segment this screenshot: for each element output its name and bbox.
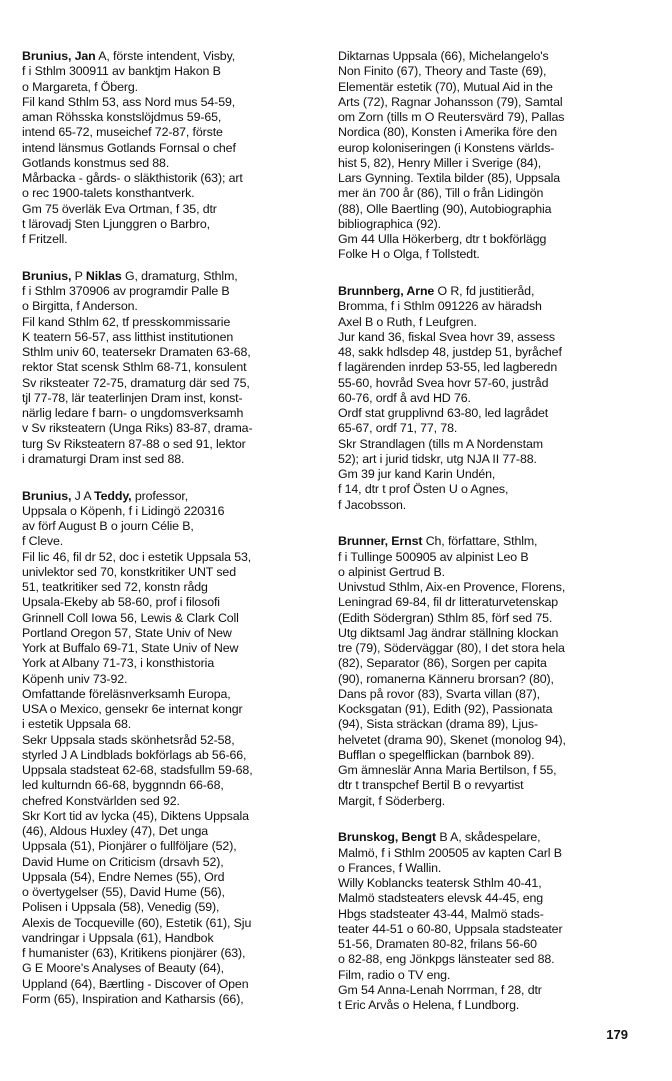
entry-line: styrled J A Lindblads bokförlags ab 56-66,	[22, 747, 247, 762]
entry-text: Diktarnas Uppsala (66), Michelangelo's	[338, 49, 549, 63]
page-number: 179	[606, 1027, 628, 1042]
entry-first-line	[338, 284, 630, 299]
entry-line: f Cleve.	[22, 534, 64, 549]
entry-line: led kulturndn 66-68, byggnndn 66-68,	[22, 778, 224, 793]
entry-line: helvetet (drama 90), Skenet (monolog 94),	[338, 732, 566, 747]
entry-line: York at Albany 71-73, i konsthistoria	[22, 656, 215, 671]
entry-line: G E Moore's Analyses of Beauty (64),	[22, 961, 224, 976]
entry-line: f humanister (63), Kritikens pionjärer (63),	[22, 946, 246, 960]
entry-line: chefred Konstvärlden sed 92.	[22, 793, 180, 808]
entry-line: USA o Mexico, gensekr 6e internat kongr	[22, 702, 243, 716]
entry-line: Univstud Sthlm, Aix-en Provence, Florens,	[338, 580, 566, 594]
entry-first-line	[22, 49, 314, 64]
entry-line: Non Finito (67), Theory and Taste (69),	[338, 64, 547, 79]
entry-line: o alpinist Gertrud B.	[338, 564, 445, 579]
entry-first-line	[338, 49, 630, 64]
entry-line: Upsala-Ekeby ab 58-60, prof i filosofi	[22, 595, 220, 610]
entry-line: o Birgitta, f Anderson.	[22, 299, 138, 314]
entry-text: O R, fd justitieråd,	[434, 284, 535, 298]
entry-line: (90), romanerna Känneru brorsan? (80),	[338, 671, 554, 686]
entry-line: Form (65), Inspiration and Katharsis (66),	[22, 991, 244, 1006]
left-column	[22, 49, 314, 1029]
entry-line: tjl 77-78, lär teaterlinjen Dram inst, konst-	[22, 390, 243, 405]
entry-name: Brunius,	[22, 488, 72, 503]
entry-line: Kocksgatan (91), Edith (92), Passionata	[338, 702, 553, 716]
entry-line: f i Sthlm 370906 av programdir Palle B	[22, 284, 230, 298]
entry-line: Arts (72), Ragnar Johansson (79), Samtal	[338, 94, 563, 109]
entry-line: Utg diktsaml Jag ändrar ställning klockan	[338, 625, 559, 640]
entry-line: Mårbacka - gårds- o släkthistorik (63); art	[22, 171, 243, 185]
entry-line: t lärovadj Sten Ljunggren o Barbro,	[22, 216, 210, 231]
entry-line: Gm 54 Anna-Lenah Norrman, f 28, dtr	[338, 982, 542, 997]
entry-name: Brunskog, Bengt	[338, 830, 437, 845]
entry-first-line	[22, 489, 314, 504]
entry-line: Bromma, f i Sthlm 091226 av häradsh	[338, 299, 542, 314]
entry-line: Malmö, f i Sthlm 200505 av kapten Carl B	[338, 845, 562, 860]
entry-line: o rec 1900-talets konsthantverk.	[22, 186, 195, 201]
entry-line: 65-67, ordf 71, 77, 78.	[338, 421, 458, 436]
entry-line: Uppsala (51), Pionjärer o fullföljare (52),	[22, 839, 237, 854]
biography-entry	[338, 830, 630, 1013]
entry-line: hist 5, 82), Henry Miller i Sverige (84),	[338, 155, 542, 170]
entry-line: (94), Sista sträckan (drama 89), Ljus-	[338, 717, 538, 732]
entry-line: (Edith Södergran) Sthlm 85, förf sed 75.	[338, 610, 553, 625]
entry-name: Brunius,	[22, 268, 72, 283]
entry-line: Fil kand Sthlm 62, tf presskommissarie	[22, 314, 231, 329]
entry-line: Grinnell Coll Iowa 56, Lewis & Clark Coll	[22, 610, 239, 625]
entry-first-line	[22, 269, 314, 284]
entry-line: intend länsmus Gotlands Fornsal o chef	[22, 140, 236, 155]
entry-line: av förf August B o journ Célie B,	[22, 519, 194, 533]
entry-line: dtr t transpchef Bertil B o revyartist	[338, 778, 524, 793]
entry-line: f Jacobsson.	[338, 497, 407, 512]
entry-line: Margit, f Söderberg.	[338, 793, 446, 808]
entry-line: v Sv riksteatern (Unga Riks) 83-87, drama-	[22, 421, 253, 436]
entry-line: (88), Olle Baertling (90), Autobiographia	[338, 201, 552, 216]
entry-text: B A, skådespelare,	[436, 830, 541, 845]
entry-line: i dramaturgi Dram inst sed 88.	[22, 451, 185, 466]
entry-line: i estetik Uppsala 68.	[22, 717, 132, 732]
entry-name: Brunius, Jan	[22, 49, 96, 63]
entry-line: Portland Oregon 57, State Univ of New	[22, 625, 232, 640]
entry-text: A, förste intendent, Visby,	[95, 49, 236, 63]
biography-entry	[22, 49, 314, 247]
entry-line: f i Sthlm 300911 av banktjm Hakon B	[22, 64, 221, 79]
entry-line: f lagärenden inrdep 53-55, led lagberedn	[338, 360, 558, 375]
entry-text: G, dramaturg, Sthlm,	[121, 268, 238, 283]
entry-line: Gm 44 Ulla Hökerberg, dtr t bokförlägg	[338, 232, 547, 246]
entry-line: o Margareta, f Öberg.	[22, 79, 138, 94]
entry-first-line	[338, 534, 630, 549]
entry-line: Gm ämneslär Anna Maria Bertilson, f 55,	[338, 763, 557, 777]
entry-line: K teatern 56-57, ass litthist institutionen	[22, 329, 234, 344]
entry-line: Sthlm univ 60, teatersekr Dramaten 63-68,	[22, 345, 251, 359]
entry-line: (46), Aldous Huxley (47), Det unga	[22, 824, 209, 838]
entry-line: Polisen i Uppsala (58), Venedig (59),	[22, 900, 220, 915]
entry-line: 52); art i jurid tidskr, utg NJA II 77-88.	[338, 451, 537, 466]
entry-line: rektor Stat scensk Sthlm 68-71, konsulent	[22, 360, 247, 375]
entry-line: York at Buffalo 69-71, State Univ of New	[22, 641, 239, 655]
biography-entry	[338, 534, 630, 809]
entry-name: Brunner, Ernst	[338, 534, 423, 549]
entry-line: Axel B o Ruth, f Leufgren.	[338, 314, 477, 329]
entry-line: Elementär estetik (70), Mutual Aid in the	[338, 79, 553, 94]
entry-line: Willy Koblancks teatersk Sthlm 40-41,	[338, 876, 542, 890]
entry-line: vandringar i Uppsala (61), Handbok	[22, 930, 214, 945]
entry-line: intend 65-72, museichef 72-87, förste	[22, 125, 223, 140]
entry-line: Gm 39 jur kand Karin Undén,	[338, 467, 496, 481]
entry-line: Fil lic 46, fil dr 52, doc i estetik Uppsala 53,	[22, 549, 252, 564]
entry-line: Uppsala o Köpenh, f i Lidingö 220316	[22, 503, 225, 518]
entry-line: tre (79), Söderväggar (80), I det stora hela	[338, 641, 565, 655]
entry-line: Alexis de Tocqueville (60), Estetik (61), Sju	[22, 915, 252, 930]
entry-name: Brunnberg, Arne	[338, 284, 435, 298]
entry-line: Gm 75 överläk Eva Ortman, f 35, dtr	[22, 201, 217, 216]
biography-entry	[22, 269, 314, 467]
entry-line: (82), Separator (86), Sorgen per capita	[338, 656, 547, 671]
entry-line: o 82-88, eng Jönkpgs länsteater sed 88.	[338, 952, 555, 967]
entry-line: f i Tullinge 500905 av alpinist Leo B	[338, 549, 529, 564]
entry-name: Niklas	[85, 268, 122, 283]
entry-text: P	[71, 268, 86, 283]
entry-line: Omfattande föreläsnverksamh Europa,	[22, 686, 231, 701]
entry-line: Uppsala stadsteat 62-68, stadsfullm 59-68,	[22, 763, 253, 777]
entry-text: Ch, författare, Sthlm,	[422, 534, 538, 549]
entry-line: 55-60, hovråd Svea hovr 57-60, justråd	[338, 375, 549, 390]
entry-line: Folke H o Olga, f Tollstedt.	[338, 247, 480, 262]
entry-line: Leningrad 69-84, fil dr litteraturvetenskap	[338, 595, 559, 610]
entry-line: turg Sv Riksteatern 87-88 o sed 91, lektor	[22, 436, 246, 451]
entry-line: Köpenh univ 73-92.	[22, 671, 128, 686]
entry-line: 48, sakk hdlsdep 48, justdep 51, byråchef	[338, 345, 562, 359]
entry-line: Sekr Uppsala stads skönhetsråd 52-58,	[22, 732, 235, 747]
entry-line: Gotlands konstmus sed 88.	[22, 155, 170, 170]
entry-line: univlektor sed 70, konstkritiker UNT sed	[22, 564, 236, 579]
entry-line: Nordica (80), Konsten i Amerika före den	[338, 125, 558, 140]
entry-line: teater 44-51 o 60-80, Uppsala stadsteater	[338, 921, 563, 936]
entry-line: närlig ledare f barn- o ungdomsverksamh	[22, 406, 244, 420]
entry-line: f 14, dtr t prof Östen U o Agnes,	[338, 482, 509, 497]
biography-entry	[338, 49, 630, 263]
entry-line: Film, radio o TV eng.	[338, 967, 451, 982]
entry-line: mer än 700 år (86), Till o från Lidingön	[338, 186, 544, 201]
entry-line: 60-76, ordf å avd HD 76.	[338, 390, 471, 405]
entry-line: o övertygelser (55), David Hume (56),	[22, 885, 225, 899]
entry-line: bibliographica (92).	[338, 216, 441, 231]
entry-line: aman Röhsska konstslöjdmus 59-65,	[22, 110, 222, 124]
entry-line: Skr Kort tid av lycka (45), Diktens Uppsala	[22, 808, 249, 823]
entry-first-line	[338, 830, 630, 845]
entry-text: professor,	[131, 488, 189, 503]
entry-line: Skr Strandlagen (tills m A Nordenstam	[338, 436, 543, 451]
entry-line: Fil kand Sthlm 53, ass Nord mus 54-59,	[22, 94, 236, 109]
entry-line: Jur kand 36, fiskal Svea hovr 39, assess	[338, 329, 555, 344]
entry-line: 51-56, Dramaten 80-82, frilans 56-60	[338, 937, 537, 951]
entry-line: f Fritzell.	[22, 232, 68, 246]
entry-line: 51, teatkritiker sed 72, konstn rådg	[22, 580, 208, 594]
entry-line: Bufflan o spegelflickan (barnbok 89).	[338, 747, 535, 762]
entry-line: Uppland (64), Bærtling - Discover of Open	[22, 976, 249, 991]
biography-entry	[22, 489, 314, 1008]
right-column	[338, 49, 630, 1035]
biography-entry	[338, 284, 630, 513]
entry-line: Hbgs stadsteater 43-44, Malmö stads-	[338, 906, 544, 921]
entry-line: o Frances, f Wallin.	[338, 860, 442, 875]
entry-line: Ordf stat grupplivnd 63-80, led lagrådet	[338, 406, 549, 420]
entry-line: europ koloniseringen (i Konstens världs-	[338, 140, 555, 155]
entry-line: Uppsala (54), Endre Nemes (55), Ord	[22, 869, 225, 884]
entry-line: om Zorn (tills m O Reutersvärd 79), Pallas	[338, 110, 565, 124]
entry-line: Lars Gynning. Textila bilder (85), Uppsala	[338, 171, 561, 185]
entry-line: Dans på rovor (83), Svarta villan (87),	[338, 686, 540, 701]
entry-text: J A	[71, 488, 95, 503]
entry-name: Teddy,	[94, 488, 132, 503]
entry-line: David Hume on Criticism (drsavh 52),	[22, 854, 224, 869]
entry-line: Sv riksteater 72-75, dramaturg där sed 75,	[22, 375, 250, 390]
entry-line: Malmö stadsteaters elevsk 44-45, eng	[338, 891, 544, 906]
entry-line: t Eric Arvås o Helena, f Lundborg.	[338, 998, 520, 1012]
